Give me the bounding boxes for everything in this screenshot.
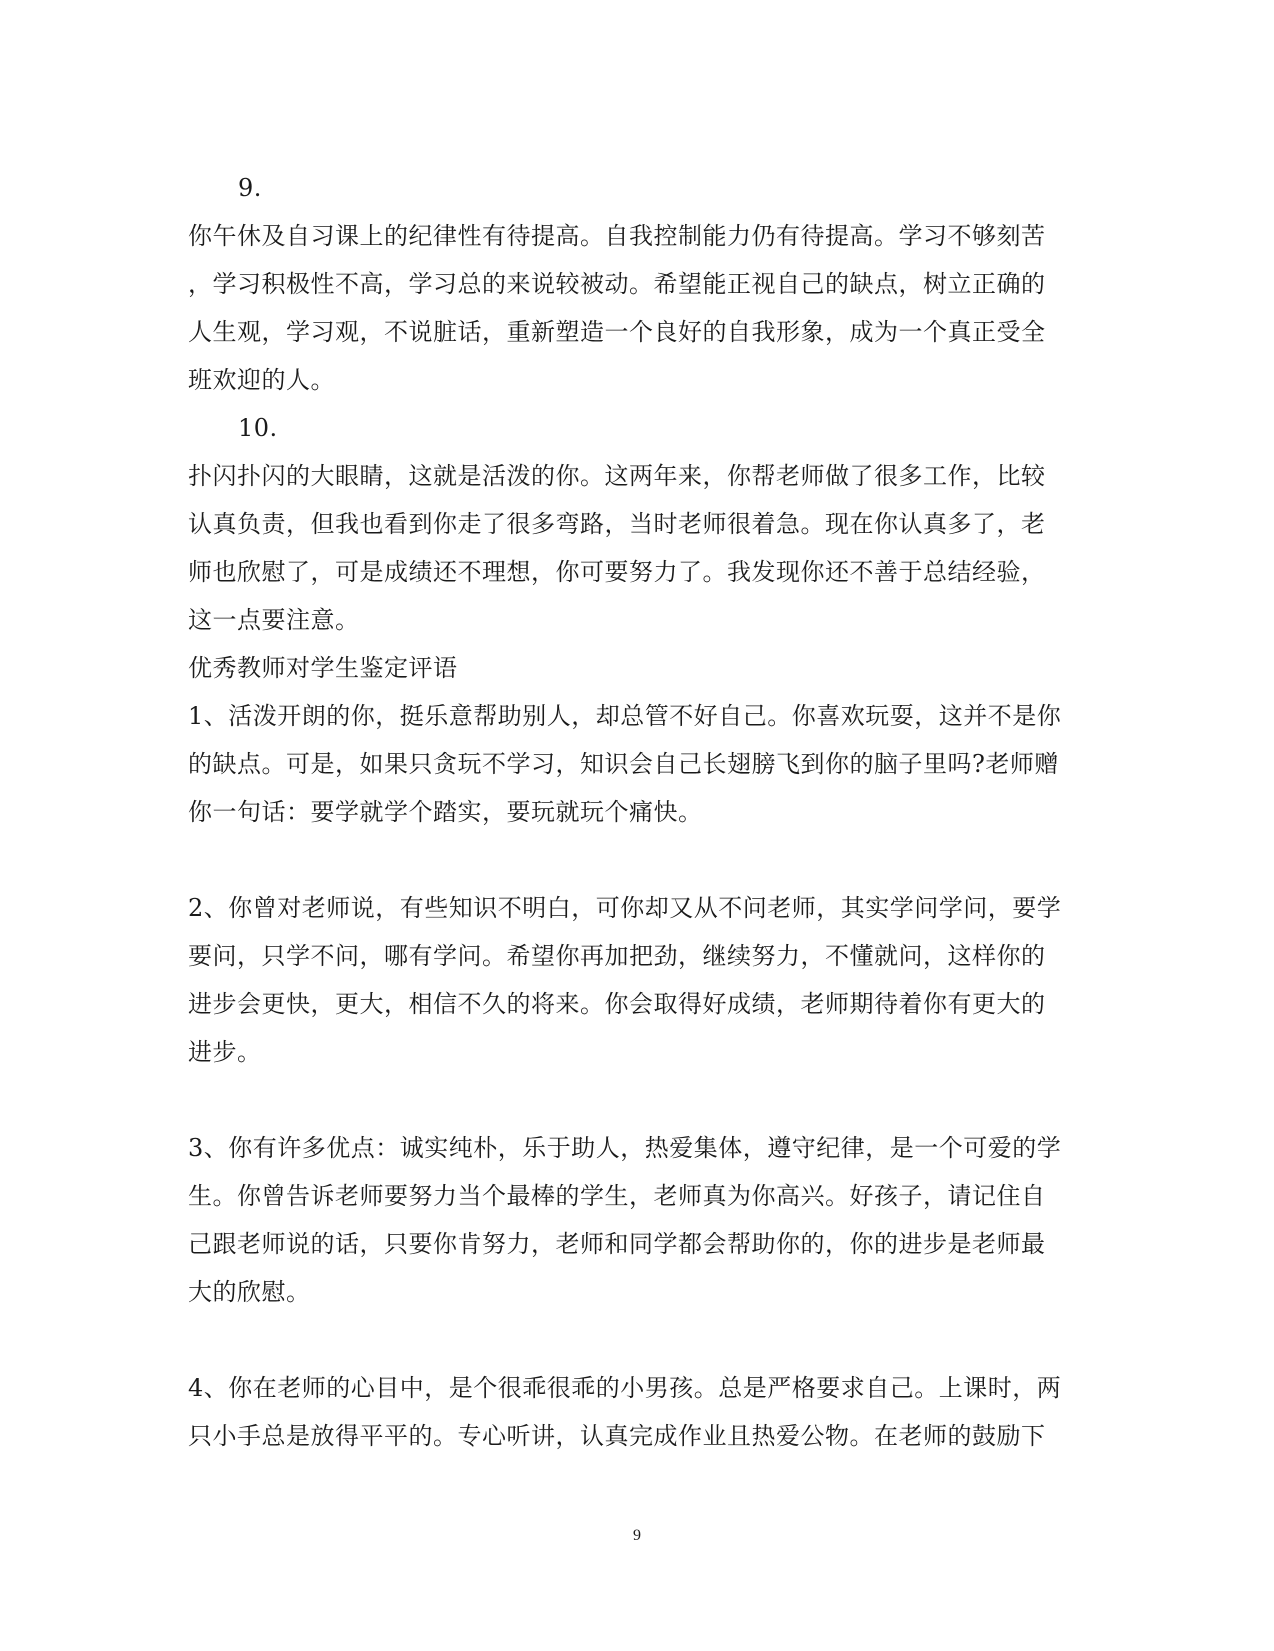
text-line: 3、你有许多优点：诚实纯朴，乐于助人，热爱集体，遵守纪律，是一个可爱的学 — [188, 1134, 1062, 1162]
text-line: 大的欣慰。 — [188, 1278, 311, 1306]
text-line: 这一点要注意。 — [188, 606, 360, 634]
text-line: 班欢迎的人。 — [188, 366, 335, 394]
text-line: 生。你曾告诉老师要努力当个最棒的学生，老师真为你高兴。好孩子，请记住自 — [188, 1182, 1046, 1210]
page-number: 9 — [633, 1527, 641, 1544]
text-line: 1、活泼开朗的你，挺乐意帮助别人，却总管不好自己。你喜欢玩耍，这并不是你 — [188, 702, 1062, 730]
text-line: 人生观，学习观，不说脏话，重新塑造一个良好的自我形象，成为一个真正受全 — [188, 318, 1046, 346]
text-line: 扑闪扑闪的大眼睛，这就是活泼的你。这两年来，你帮老师做了很多工作，比较 — [188, 462, 1046, 490]
text-line: 己跟老师说的话，只要你肯努力，老师和同学都会帮助你的，你的进步是老师最 — [188, 1230, 1046, 1258]
text-line: 你午休及自习课上的纪律性有待提高。自我控制能力仍有待提高。学习不够刻苦 — [188, 222, 1046, 250]
text-line: 师也欣慰了，可是成绩还不理想，你可要努力了。我发现你还不善于总结经验， — [188, 558, 1046, 586]
text-line: 4、你在老师的心目中，是个很乖很乖的小男孩。总是严格要求自己。上课时，两 — [188, 1374, 1062, 1402]
paragraph-gap — [188, 1076, 1068, 1124]
paragraph-number: 10. — [238, 414, 278, 442]
text-line: 进步。 — [188, 1038, 262, 1066]
section-title: 优秀教师对学生鉴定评语 — [188, 654, 458, 682]
paragraph-gap — [188, 1316, 1068, 1364]
text-line: 进步会更快，更大，相信不久的将来。你会取得好成绩，老师期待着你有更大的 — [188, 990, 1046, 1018]
text-line: ，学习积极性不高，学习总的来说较被动。希望能正视自己的缺点，树立正确的 — [188, 270, 1046, 298]
text-line: 要问，只学不问，哪有学问。希望你再加把劲，继续努力，不懂就问，这样你的 — [188, 942, 1046, 970]
paragraph-number: 9. — [238, 174, 262, 202]
text-line: 认真负责，但我也看到你走了很多弯路，当时老师很着急。现在你认真多了，老 — [188, 510, 1046, 538]
text-line: 只小手总是放得平平的。专心听讲，认真完成作业且热爱公物。在老师的鼓励下 — [188, 1422, 1046, 1450]
text-line: 的缺点。可是，如果只贪玩不学习，知识会自己长翅膀飞到你的脑子里吗?老师赠 — [188, 750, 1059, 778]
text-line: 2、你曾对老师说，有些知识不明白，可你却又从不问老师，其实学问学问，要学 — [188, 894, 1062, 922]
paragraph-gap — [188, 836, 1068, 884]
document-body — [188, 164, 1068, 1460]
text-line: 你一句话：要学就学个踏实，要玩就玩个痛快。 — [188, 798, 703, 826]
